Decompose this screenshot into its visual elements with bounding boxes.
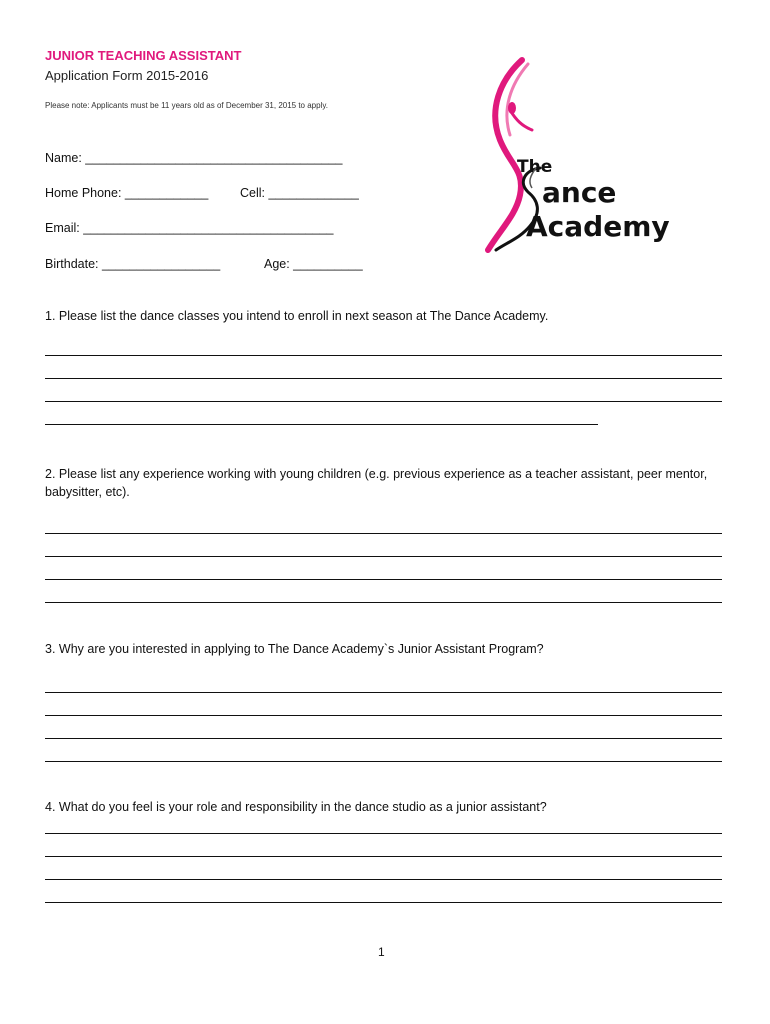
answer-line[interactable] <box>45 401 722 402</box>
answer-line[interactable] <box>45 715 722 716</box>
answer-line[interactable] <box>45 692 722 693</box>
question-1: 1. Please list the dance classes you intend to enroll in next season at The Dance Academy. <box>45 309 549 323</box>
logo-word-academy: Academy <box>526 210 670 243</box>
question-2: 2. Please list any experience working with young children (e.g. previous experience as a teacher assistant, peer mentor, babysitter, etc). <box>45 467 708 499</box>
age-field[interactable]: Age: __________ <box>264 257 363 271</box>
name-field[interactable]: Name: _____________________________________ <box>45 151 343 165</box>
answer-line[interactable] <box>45 856 722 857</box>
email-field[interactable]: Email: ____________________________________ <box>45 221 334 235</box>
answer-line[interactable] <box>45 602 722 603</box>
answer-line[interactable] <box>45 761 722 762</box>
question-4: 4. What do you feel is your role and responsibility in the dance studio as a junior assistant? <box>45 800 547 814</box>
form-subtitle: Application Form 2015-2016 <box>45 68 209 83</box>
answer-line[interactable] <box>45 424 598 425</box>
dance-academy-logo <box>470 50 670 260</box>
answer-line[interactable] <box>45 738 722 739</box>
eligibility-note: Please note: Applicants must be 11 years old as of December 31, 2015 to apply. <box>45 101 328 110</box>
question-3: 3. Why are you interested in applying to The Dance Academy`s Junior Assistant Program? <box>45 642 544 656</box>
cell-field[interactable]: Cell: _____________ <box>240 186 359 200</box>
answer-line[interactable] <box>45 902 722 903</box>
answer-line[interactable] <box>45 378 722 379</box>
home-phone-field[interactable]: Home Phone: ____________ <box>45 186 209 200</box>
answer-line[interactable] <box>45 879 722 880</box>
answer-line[interactable] <box>45 833 722 834</box>
answer-line[interactable] <box>45 579 722 580</box>
answer-line[interactable] <box>45 533 722 534</box>
logo-word-dance: ance <box>542 176 617 209</box>
answer-line[interactable] <box>45 355 722 356</box>
answer-line[interactable] <box>45 556 722 557</box>
birthdate-field[interactable]: Birthdate: _________________ <box>45 257 221 271</box>
form-title: JUNIOR TEACHING ASSISTANT <box>45 48 242 63</box>
page-number: 1 <box>378 945 385 959</box>
logo-word-the: The <box>517 157 553 177</box>
